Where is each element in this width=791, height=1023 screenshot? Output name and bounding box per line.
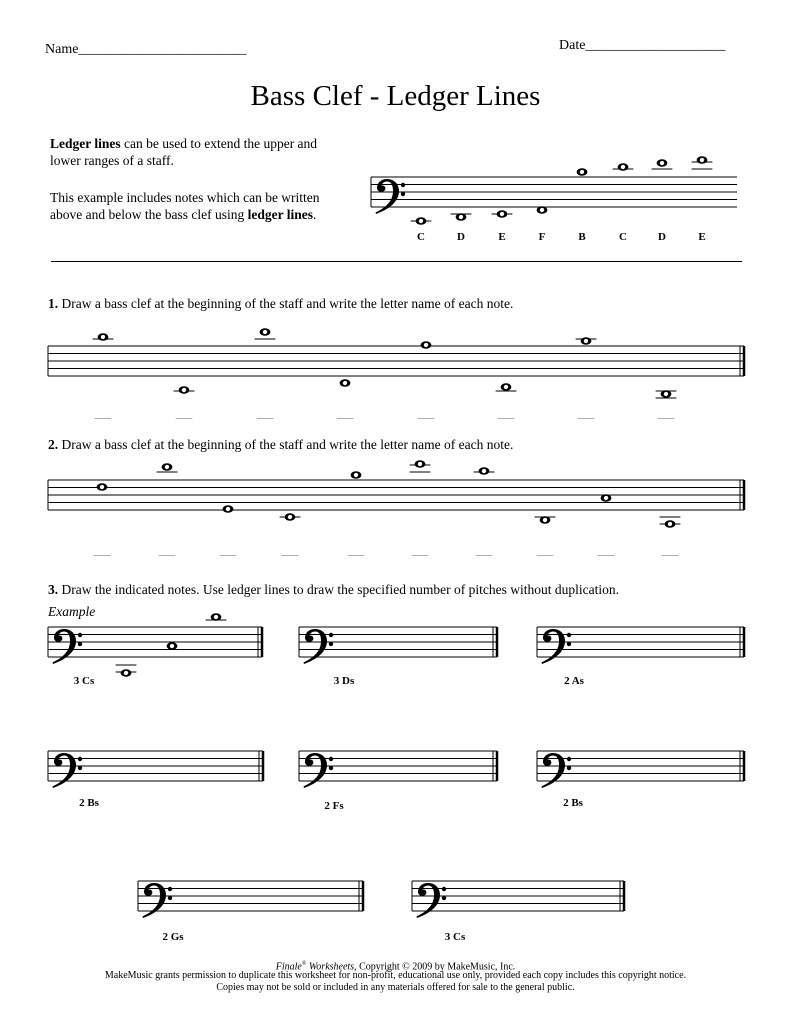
permission-notice: MakeMusic grants permission to duplicate this worksheet for non-profit, educational use only, provided each copy includes this copyright notice. xyxy=(104,970,687,981)
example-note-letter: E xyxy=(698,231,706,243)
answer-blank: ___ xyxy=(417,408,435,420)
answer-blank: ___ xyxy=(497,408,515,420)
example-note-letter: B xyxy=(578,231,586,243)
example-note-letter: C xyxy=(619,231,627,243)
answer-blank: ___ xyxy=(336,408,354,420)
answer-blank: ___ xyxy=(577,408,595,420)
intro-p1-text: can be used to extend the upper and lower ranges of a staff. xyxy=(50,136,318,168)
answer-blank: ___ xyxy=(93,545,111,557)
answer-blank: ___ xyxy=(158,545,176,557)
answer-blank: ___ xyxy=(281,545,299,557)
example-label: Example xyxy=(48,604,96,619)
pitch-requirement: 2 Fs xyxy=(324,800,344,812)
pitch-requirement: 2 As xyxy=(564,675,584,687)
pitch-requirement: 2 Gs xyxy=(162,931,184,943)
answer-blank: ___ xyxy=(657,408,675,420)
intro-p2-text: This example includes notes which can be written above and below the bass clef using xyxy=(50,190,320,222)
answer-blank: ___ xyxy=(175,408,193,420)
answer-blank: ___ xyxy=(475,545,493,557)
worksheets-brand: Worksheets xyxy=(306,961,355,973)
registered-mark: ® xyxy=(301,961,307,967)
intro-bold-term: Ledger lines xyxy=(50,136,121,151)
question-3-text: Draw the indicated notes. Use ledger lines to draw the specified number of pitches without duplication. xyxy=(58,582,619,597)
answer-blank: ___ xyxy=(94,408,112,420)
question-2-text: Draw a bass clef at the beginning of the staff and write the letter name of each note. xyxy=(58,437,514,452)
intro-p2-bold: ledger lines xyxy=(247,207,313,222)
pitch-requirement: 2 Bs xyxy=(79,797,99,809)
question-1-text: Draw a bass clef at the beginning of the staff and write the letter name of each note. xyxy=(58,296,514,311)
answer-blank: ___ xyxy=(597,545,615,557)
pitch-requirement: 2 Bs xyxy=(563,797,583,809)
answer-blank: ___ xyxy=(411,545,429,557)
question-1-number: 1. xyxy=(48,296,59,311)
example-note-letter: F xyxy=(538,231,546,243)
question-3-number: 3. xyxy=(48,582,59,597)
copyright-text: , Copyright © 2009 by MakeMusic, Inc. xyxy=(354,961,516,973)
answer-blank: ___ xyxy=(219,545,237,557)
example-note-letter: E xyxy=(498,231,506,243)
page-title: Bass Clef - Ledger Lines xyxy=(250,80,541,112)
example-note-letter: D xyxy=(658,231,666,243)
answer-blank: ___ xyxy=(256,408,274,420)
answer-blank: ___ xyxy=(347,545,365,557)
answer-blank: ___ xyxy=(661,545,679,557)
answer-blank: ___ xyxy=(536,545,554,557)
pitch-requirement: 3 Ds xyxy=(333,675,355,687)
finale-brand: Finale xyxy=(275,961,302,973)
pitch-requirement: 3 Cs xyxy=(73,675,95,687)
intro-p2-end: . xyxy=(312,207,317,222)
question-2-number: 2. xyxy=(48,437,59,452)
sale-notice: Copies may not be sold or included in any materials offered for sale to the general public. xyxy=(216,982,575,993)
example-note-letter: C xyxy=(417,231,425,243)
date-field[interactable]: Date____________________ xyxy=(559,38,726,53)
pitch-requirement: 3 Cs xyxy=(444,931,466,943)
example-note-letter: D xyxy=(457,231,465,243)
name-field[interactable]: Name________________________ xyxy=(45,42,247,57)
